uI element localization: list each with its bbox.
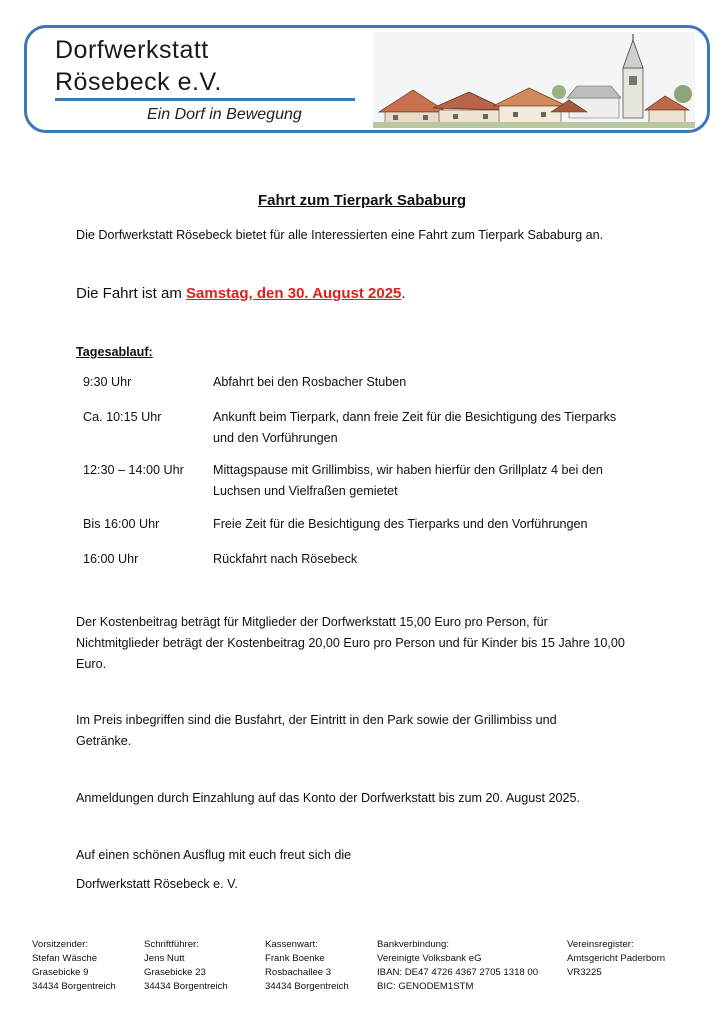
footer-line: Amtsgericht Paderborn <box>567 953 666 964</box>
schedule-description: Freie Zeit für die Besichtigung des Tierparks und den Vorführungen <box>213 517 588 531</box>
village-illustration <box>373 32 695 128</box>
club-name-line2: Rösebeck e.V. <box>55 68 222 96</box>
schedule-description: Rückfahrt nach Rösebeck <box>213 552 358 566</box>
footer-label: Schriftführer: <box>144 939 199 950</box>
footer-label: Kassenwart: <box>265 939 318 950</box>
included-paragraph: Im Preis inbegriffen sind die Busfahrt, der Eintritt in den Park sowie der Grillimbiss und Getränke. <box>76 713 557 748</box>
footer-line: 34434 Borgentreich <box>32 981 116 992</box>
letterhead <box>24 25 710 133</box>
club-tagline: Ein Dorf in Bewegung <box>147 106 302 123</box>
schedule-time: 9:30 Uhr <box>83 375 132 389</box>
footer-label: Vereinsregister: <box>567 939 634 950</box>
trip-date: Samstag, den 30. August 2025 <box>186 285 402 302</box>
footer-line: BIC: GENODEM1STM <box>377 981 474 992</box>
schedule-description: Ankunft beim Tierpark, dann freie Zeit für die Besichtigung des Tierparks und den Vorführungen <box>213 410 617 445</box>
footer-chairman <box>32 938 116 994</box>
schedule-time: Ca. 10:15 Uhr <box>83 410 162 424</box>
footer-line: VR3225 <box>567 967 602 978</box>
letter-title: Fahrt zum Tierpark Sababurg <box>257 192 467 209</box>
schedule-time: 16:00 Uhr <box>83 552 139 566</box>
footer-line: Vereinigte Volksbank eG <box>377 953 482 964</box>
footer-register <box>567 938 665 980</box>
closing-line: Auf einen schönen Ausflug mit euch freut sich die <box>76 848 352 862</box>
schedule-time: 12:30 – 14:00 Uhr <box>83 463 184 477</box>
footer-bank <box>377 938 538 994</box>
date-suffix: . <box>401 285 406 302</box>
footer-line: Grasebicke 9 <box>32 967 89 978</box>
schedule-description: Mittagspause mit Grillimbiss, wir haben hierfür den Grillplatz 4 bei den Luchsen und Vielfraßen gemietet <box>213 463 603 498</box>
footer-line: Frank Boenke <box>265 953 325 964</box>
schedule-time: Bis 16:00 Uhr <box>83 517 160 531</box>
footer-treasurer <box>265 938 349 994</box>
schedule-description: Abfahrt bei den Rosbacher Stuben <box>213 375 407 389</box>
footer-line: IBAN: DE47 4726 4367 2705 1318 00 <box>377 967 539 978</box>
footer-secretary <box>144 938 228 994</box>
schedule-heading: Tagesablauf: <box>76 345 153 359</box>
footer-line: 34434 Borgentreich <box>144 981 228 992</box>
cost-paragraph: Der Kostenbeitrag beträgt für Mitglieder der Dorfwerkstatt 15,00 Euro pro Person, für Nichtmitglieder beträgt der Kostenbeitrag 20,00 Euro pro Person und für Kinder bis 15 Jahre 10,00 Euro. <box>76 615 625 671</box>
intro-paragraph: Die Dorfwerkstatt Rösebeck bietet für alle Interessierten eine Fahrt zum Tierpark Sababurg an. <box>76 228 604 242</box>
registration-paragraph: Anmeldungen durch Einzahlung auf das Konto der Dorfwerkstatt bis zum 20. August 2025. <box>76 791 581 805</box>
footer-line: Jens Nutt <box>144 953 185 964</box>
date-prefix: Die Fahrt ist am <box>76 285 187 302</box>
footer-line: Grasebicke 23 <box>144 967 206 978</box>
club-name-line1: Dorfwerkstatt <box>55 36 209 64</box>
signature-line: Dorfwerkstatt Rösebeck e. V. <box>76 877 238 891</box>
footer-line: Stefan Wäsche <box>32 953 98 964</box>
trip-date-line <box>76 285 406 302</box>
brand-underline <box>55 98 355 101</box>
footer-label: Bankverbindung: <box>377 939 450 950</box>
footer-line: Rosbachallee 3 <box>265 967 332 978</box>
footer-label: Vorsitzender: <box>32 939 88 950</box>
footer-line: 34434 Borgentreich <box>265 981 349 992</box>
